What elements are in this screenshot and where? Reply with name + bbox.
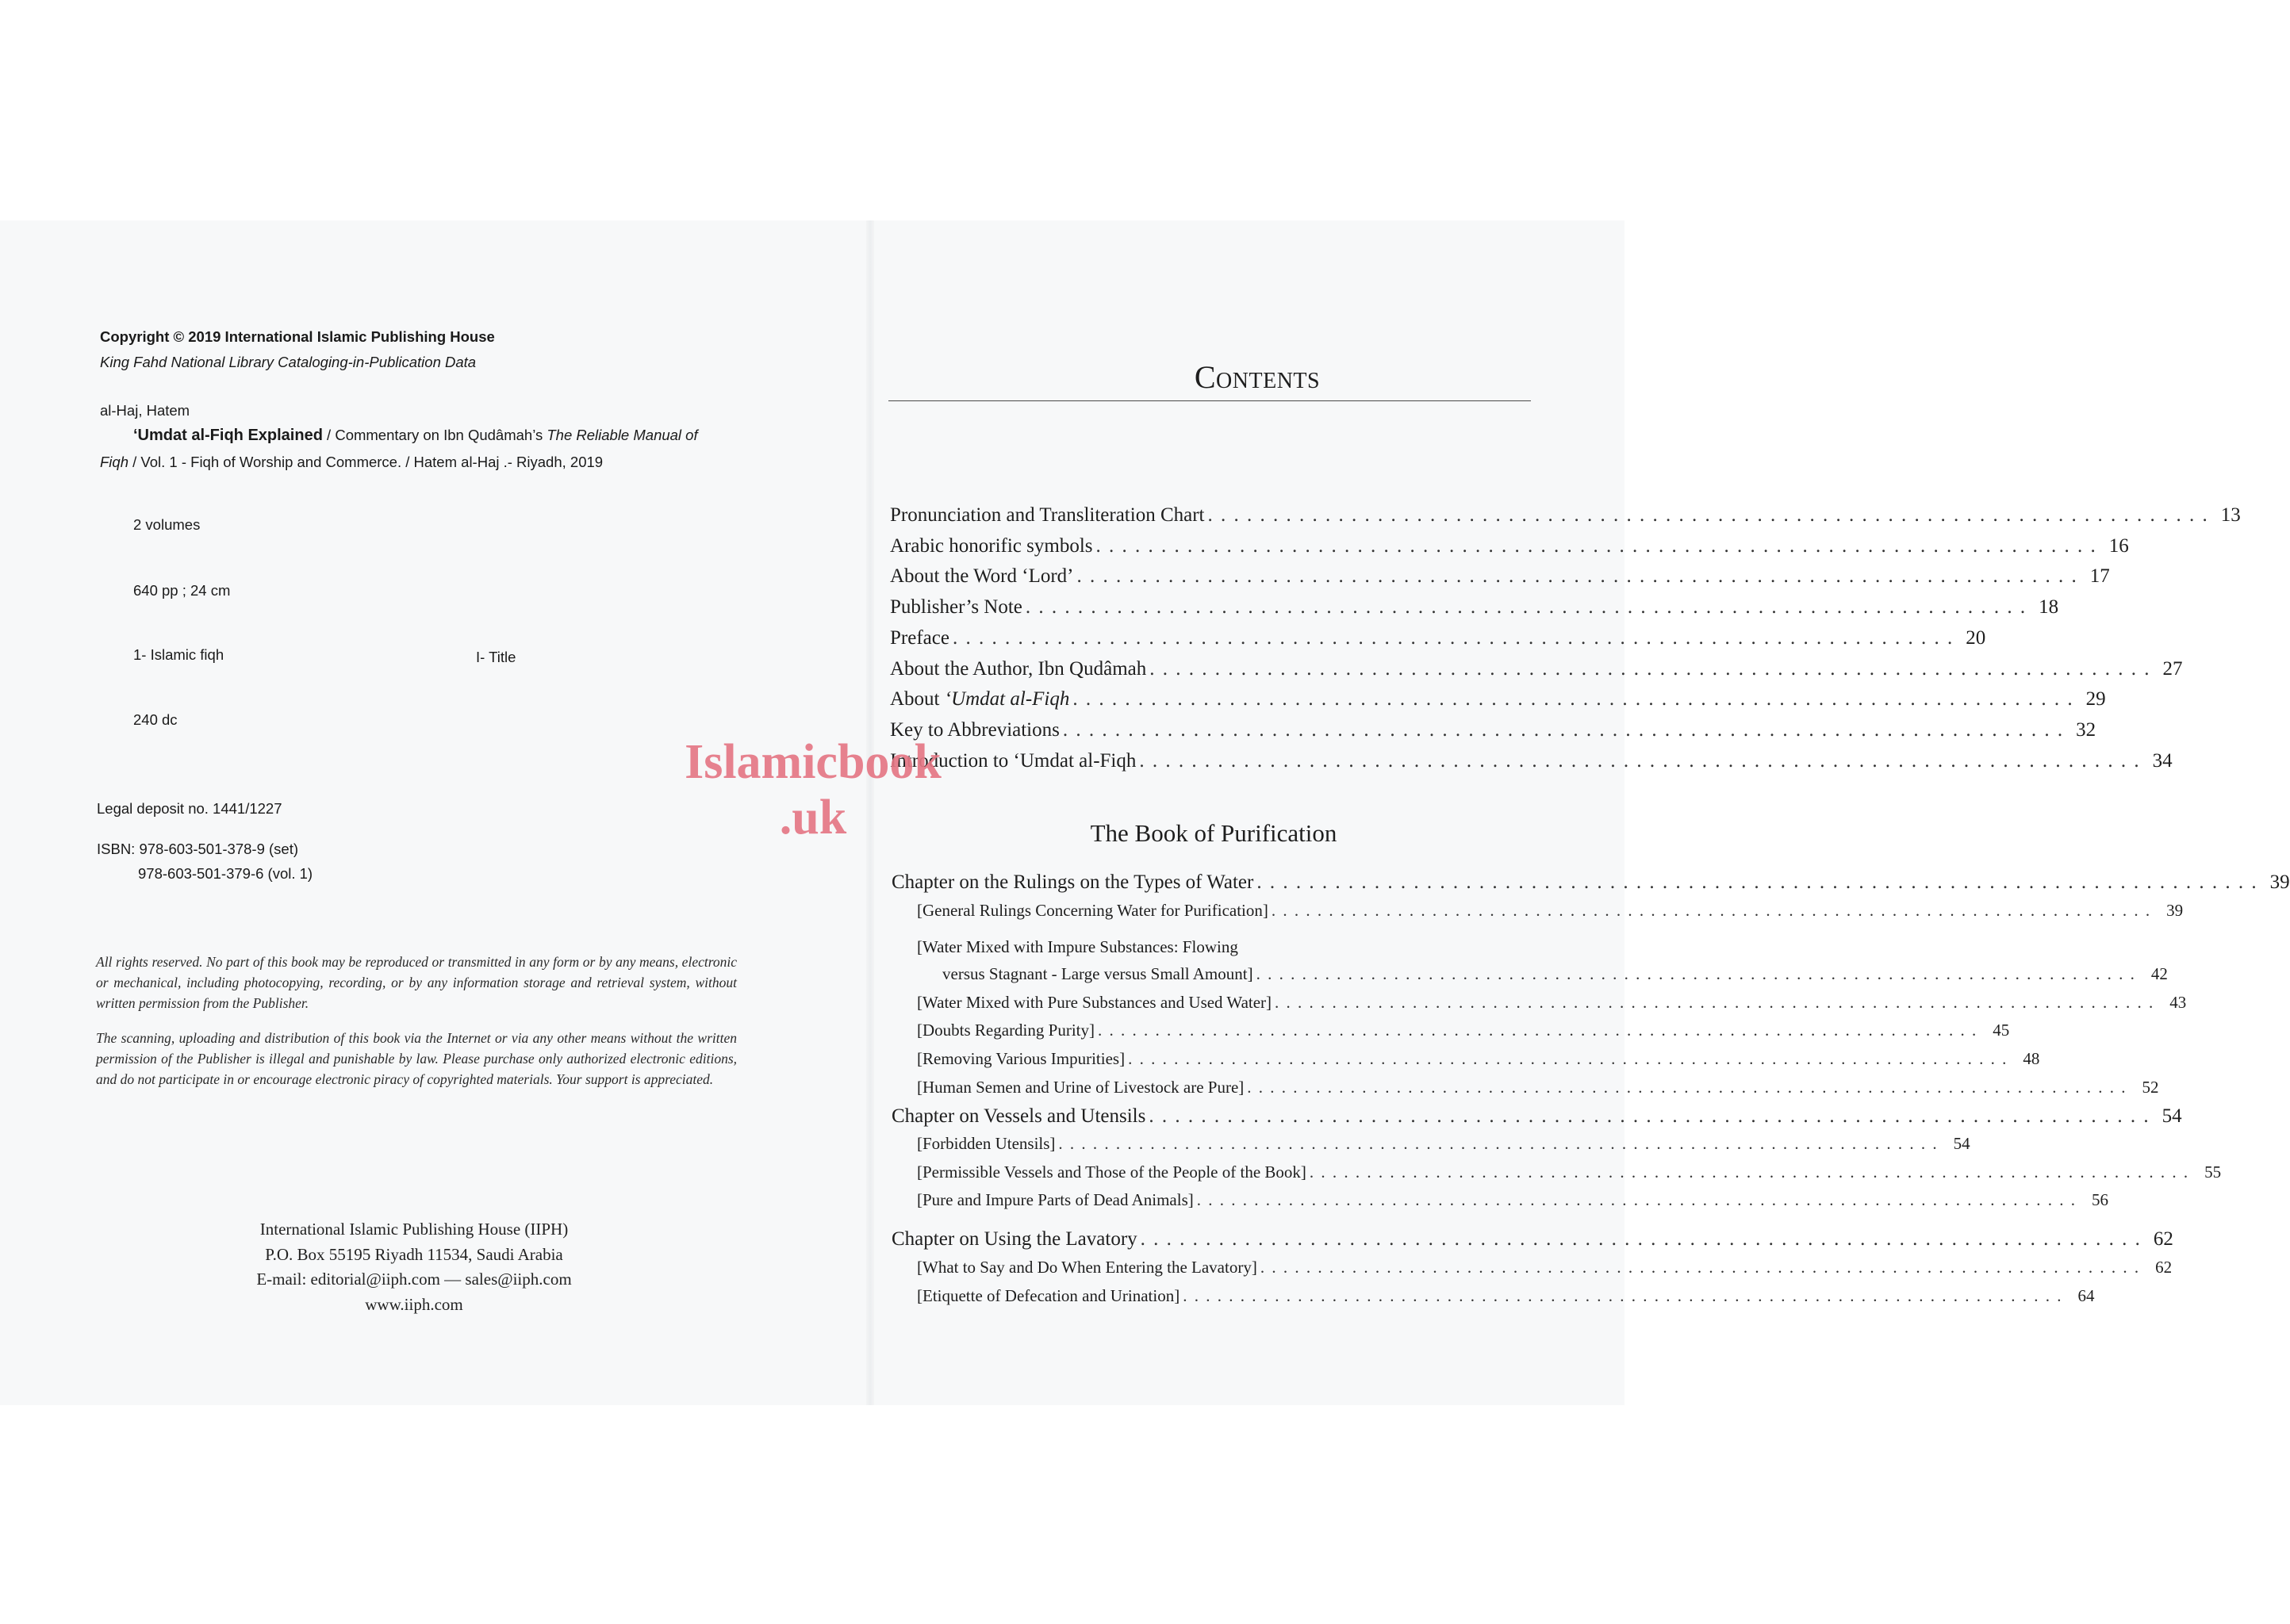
publisher-address: P.O. Box 55195 Riyadh 11534, Saudi Arabia [265, 1244, 563, 1264]
toc-entry-label: About the Word ‘Lord’ [890, 565, 1074, 588]
toc-entry-label: Publisher’s Note [890, 596, 1022, 619]
dot-leader: . . . . . . . . . . . . . . . . . . . . . . . . . . . . . . . . . . . . . . . . . . . . . . . . . . . . . . . . . . . . . . . . . . . . . . . . . . . . . [1183, 1286, 2063, 1305]
toc-subentry-label-line1: [Water Mixed with Impure Substances: Flowing [917, 937, 1238, 956]
dot-leader: . . . . . . . . . . . . . . . . . . . . . . . . . . . . . . . . . . . . . . . . . . . . . . . . . . . . . . . . . . . . . . . . . . . . . . . . . . . . . [1207, 504, 2209, 526]
toc-entry-label: About the Author, Ibn Qudâmah [890, 657, 1147, 680]
dot-leader: . . . . . . . . . . . . . . . . . . . . . . . . . . . . . . . . . . . . . . . . . . . . . . . . . . . . . . . . . . . . . . . . . . . . . . . . . . . . . [1309, 1162, 2190, 1182]
toc-page-number: 62 [2153, 1228, 2173, 1250]
dot-leader: . . . . . . . . . . . . . . . . . . . . . . . . . . . . . . . . . . . . . . . . . . . . . . . . . . . . . . . . . . . . . . . . . . . . . . . . . . . . . [1128, 1049, 2008, 1068]
publisher-website: www.iiph.com [365, 1294, 463, 1314]
classification-entry: 240 dc [133, 711, 178, 728]
dot-leader: . . . . . . . . . . . . . . . . . . . . . . . . . . . . . . . . . . . . . . . . . . . . . . . . . . . . . . . . . . . . . . . . . . . . . . . . . . . . . [952, 626, 1954, 649]
toc-entry[interactable] [890, 657, 2183, 680]
section-heading: The Book of Purification [1090, 819, 1337, 847]
publisher-email: E-mail: editorial@iiph.com — sales@iiph.com [256, 1270, 572, 1289]
dot-leader: . . . . . . . . . . . . . . . . . . . . . . . . . . . . . . . . . . . . . . . . . . . . . . . . . . . . . . . . . . . . . . . . . . . . . . . . . . . . . [1247, 1078, 2127, 1097]
toc-entry-label: [Etiquette of Defecation and Urination] [917, 1286, 1180, 1305]
author-entry: al-Haj, Hatem [100, 402, 190, 419]
dot-leader: . . . . . . . . . . . . . . . . . . . . . . . . . . . . . . . . . . . . . . . . . . . . . . . . . . . . . . . . . . . . . . . . . . . . . . . . . . . . . [1149, 1105, 2150, 1127]
toc-page-number: 52 [2142, 1078, 2159, 1097]
dot-leader: . . . . . . . . . . . . . . . . . . . . . . . . . . . . . . . . . . . . . . . . . . . . . . . . . . . . . . . . . . . . . . . . . . . . . . . . . . . . . [1025, 596, 2027, 619]
toc-page-number: 42 [2150, 964, 2168, 983]
toc-entry[interactable] [890, 565, 2110, 588]
title-index-entry: I- Title [476, 649, 516, 665]
toc-chapter[interactable] [892, 1105, 2182, 1128]
publisher-name: International Islamic Publishing House (IIPH) [259, 1220, 569, 1239]
dot-leader: . . . . . . . . . . . . . . . . . . . . . . . . . . . . . . . . . . . . . . . . . . . . . . . . . . . . . . . . . . . . . . . . . . . . . . . . . . . . . [1271, 901, 2152, 920]
dot-leader: . . . . . . . . . . . . . . . . . . . . . . . . . . . . . . . . . . . . . . . . . . . . . . . . . . . . . . . . . . . . . . . . . . . . . . . . . . . . . [1256, 871, 2258, 893]
dot-leader: . . . . . . . . . . . . . . . . . . . . . . . . . . . . . . . . . . . . . . . . . . . . . . . . . . . . . . . . . . . . . . . . . . . . . . . . . . . . . [1140, 1228, 2142, 1250]
toc-entry-label: Arabic honorific symbols [890, 534, 1093, 557]
toc-page-number: 32 [2076, 718, 2096, 741]
legal-deposit: Legal deposit no. 1441/1227 [97, 800, 282, 817]
toc-subentry[interactable] [917, 1162, 2222, 1182]
toc-subentry[interactable] [917, 1190, 2108, 1210]
dot-leader: . . . . . . . . . . . . . . . . . . . . . . . . . . . . . . . . . . . . . . . . . . . . . . . . . . . . . . . . . . . . . . . . . . . . . . . . . . . . . [1260, 1258, 2141, 1277]
toc-entry-label: [Removing Various Impurities] [917, 1049, 1126, 1068]
contents-title: Contents [1194, 359, 1321, 395]
toc-page-number: 29 [2085, 688, 2106, 710]
subject-entry: 1- Islamic fiqh [133, 646, 224, 663]
toc-subentry[interactable] [917, 1021, 2010, 1040]
toc-entry-label: [Human Semen and Urine of Livestock are Pure] [917, 1078, 1245, 1097]
toc-subentry[interactable] [917, 1286, 2095, 1306]
toc-subentry[interactable] [942, 964, 2168, 984]
toc-page-number: 54 [1953, 1134, 1970, 1153]
toc-subentry[interactable] [917, 1078, 2159, 1097]
toc-page-number: 20 [1966, 626, 1986, 649]
toc-entry-label: Key to Abbreviations [890, 718, 1060, 741]
toc-page-number: 16 [2108, 534, 2129, 557]
dot-leader: . . . . . . . . . . . . . . . . . . . . . . . . . . . . . . . . . . . . . . . . . . . . . . . . . . . . . . . . . . . . . . . . . . . . . . . . . . . . . [1149, 657, 2151, 680]
toc-entry[interactable] [890, 749, 2173, 772]
toc-page-number: 54 [2161, 1105, 2182, 1127]
toc-page-number: 18 [2039, 596, 2059, 619]
toc-page-number: 48 [2023, 1049, 2040, 1068]
dot-leader: . . . . . . . . . . . . . . . . . . . . . . . . . . . . . . . . . . . . . . . . . . . . . . . . . . . . . . . . . . . . . . . . . . . . . . . . . . . . . [1072, 688, 2074, 710]
toc-entry-label: Chapter on Using the Lavatory [892, 1228, 1137, 1250]
toc-page-number: 56 [2092, 1190, 2108, 1209]
dot-leader: . . . . . . . . . . . . . . . . . . . . . . . . . . . . . . . . . . . . . . . . . . . . . . . . . . . . . . . . . . . . . . . . . . . . . . . . . . . . . [1095, 534, 2097, 557]
toc-entry-label [890, 688, 1069, 710]
toc-entry-label: [Pure and Impure Parts of Dead Animals] [917, 1190, 1194, 1209]
toc-page-number: 39 [2166, 901, 2184, 920]
toc-entry-label: [Forbidden Utensils] [917, 1134, 1056, 1153]
toc-entry[interactable] [890, 596, 2059, 619]
toc-subentry[interactable] [917, 1258, 2173, 1277]
toc-page-number: 17 [2089, 565, 2110, 588]
toc-page-number: 43 [2169, 993, 2187, 1012]
pages-entry: 640 pp ; 24 cm [133, 582, 231, 599]
toc-entry[interactable] [890, 626, 1986, 649]
contents-divider [888, 400, 1531, 401]
watermark-line1: Islamicbook [685, 735, 942, 789]
title-entry-line2 [100, 454, 603, 471]
toc-entry-label: Chapter on Vessels and Utensils [892, 1105, 1146, 1127]
toc-subentry[interactable] [917, 901, 2184, 921]
toc-entry-label: versus Stagnant - Large versus Small Amount] [942, 964, 1253, 983]
dot-leader: . . . . . . . . . . . . . . . . . . . . . . . . . . . . . . . . . . . . . . . . . . . . . . . . . . . . . . . . . . . . . . . . . . . . . . . . . . . . . [1062, 718, 2065, 741]
toc-entry-label: [Permissible Vessels and Those of the People of the Book] [917, 1162, 1306, 1182]
volumes-entry: 2 volumes [133, 516, 201, 533]
toc-entry-label: [Doubts Regarding Purity] [917, 1021, 1095, 1040]
dot-leader: . . . . . . . . . . . . . . . . . . . . . . . . . . . . . . . . . . . . . . . . . . . . . . . . . . . . . . . . . . . . . . . . . . . . . . . . . . . . . [1058, 1134, 1939, 1153]
toc-entry-label-prefix: About [890, 688, 945, 710]
toc-entry[interactable] [890, 718, 2096, 741]
title-italic-part1: The Reliable Manual of [547, 427, 698, 443]
toc-entry[interactable] [890, 688, 2106, 710]
toc-subentry[interactable] [917, 993, 2187, 1013]
book-title: ‘Umdat al-Fiqh Explained [133, 427, 323, 444]
piracy-paragraph: The scanning, uploading and distribution of this book via the Internet or via any other means without the written permission of the Publisher is illegal and punishable by law. Please purchase only authorized electronic editions, and do not participate in or encourage electronic piracy of copyrighted materials. Your support is appreciated. [96, 1030, 737, 1087]
dot-leader: . . . . . . . . . . . . . . . . . . . . . . . . . . . . . . . . . . . . . . . . . . . . . . . . . . . . . . . . . . . . . . . . . . . . . . . . . . . . . [1275, 993, 2155, 1012]
toc-page-number: 39 [2269, 871, 2290, 893]
toc-chapter[interactable] [892, 1228, 2173, 1251]
toc-subentry[interactable] [917, 1049, 2040, 1069]
dot-leader: . . . . . . . . . . . . . . . . . . . . . . . . . . . . . . . . . . . . . . . . . . . . . . . . . . . . . . . . . . . . . . . . . . . . . . . . . . . . . [1076, 565, 2078, 588]
toc-entry-label: [What to Say and Do When Entering the Lavatory] [917, 1258, 1257, 1277]
toc-entry-label: Preface [890, 626, 949, 649]
toc-entry-label: Pronunciation and Transliteration Chart [890, 504, 1205, 526]
toc-chapter[interactable] [892, 871, 2290, 894]
toc-page-number: 45 [1993, 1021, 2010, 1040]
toc-entry-label: [General Rulings Concerning Water for Purification] [917, 901, 1268, 920]
dot-leader: . . . . . . . . . . . . . . . . . . . . . . . . . . . . . . . . . . . . . . . . . . . . . . . . . . . . . . . . . . . . . . . . . . . . . . . . . . . . . [1196, 1190, 2077, 1209]
toc-entry-label: Chapter on the Rulings on the Types of Water [892, 871, 1254, 893]
toc-page-number: 27 [2162, 657, 2183, 680]
toc-page-number: 34 [2152, 749, 2173, 772]
publisher-block [176, 1217, 652, 1317]
title-italic-part2: Fiqh [100, 454, 129, 470]
toc-entry-label-italic: ‘Umdat al-Fiqh [944, 688, 1070, 710]
toc-page-number: 13 [2220, 504, 2241, 526]
toc-entry-label: [Water Mixed with Pure Substances and Used Water] [917, 993, 1272, 1012]
watermark-line2: .uk [779, 791, 847, 845]
dot-leader: . . . . . . . . . . . . . . . . . . . . . . . . . . . . . . . . . . . . . . . . . . . . . . . . . . . . . . . . . . . . . . . . . . . . . . . . . . . . . [1139, 749, 2141, 772]
title-volume-info: / Vol. 1 - Fiqh of Worship and Commerce. / Hatem al-Haj .- Riyadh, 2019 [129, 454, 604, 470]
toc-entry-label: Introduction to ‘Umdat al-Fiqh [890, 749, 1137, 772]
isbn-set: ISBN: 978-603-501-378-9 (set) [97, 841, 298, 857]
dot-leader: . . . . . . . . . . . . . . . . . . . . . . . . . . . . . . . . . . . . . . . . . . . . . . . . . . . . . . . . . . . . . . . . . . . . . . . . . . . . . [1097, 1021, 1978, 1040]
toc-subentry[interactable] [917, 1134, 1970, 1154]
title-commentary: / Commentary on Ibn Qudâmah’s [322, 427, 547, 443]
copyright-line: Copyright © 2019 International Islamic Publishing House [100, 328, 495, 345]
toc-page-number: 55 [2204, 1162, 2222, 1182]
toc-entry[interactable] [890, 534, 2129, 557]
dot-leader: . . . . . . . . . . . . . . . . . . . . . . . . . . . . . . . . . . . . . . . . . . . . . . . . . . . . . . . . . . . . . . . . . . . . . . . . . . . . . [1256, 964, 2136, 983]
toc-page-number: 62 [2155, 1258, 2173, 1277]
isbn-volume: 978-603-501-379-6 (vol. 1) [138, 865, 313, 882]
rights-paragraph: All rights reserved. No part of this book may be reproduced or transmitted in any form or by any means, electronic or mechanical, including photocopying, recording, or by any information storage and retrieval system, without written permission from the Publisher. [96, 954, 737, 1011]
title-entry-line1 [133, 427, 698, 445]
toc-page-number: 64 [2077, 1286, 2095, 1305]
cataloging-line: King Fahd National Library Cataloging-in-Publication Data [100, 354, 477, 370]
toc-entry[interactable] [890, 504, 2241, 527]
